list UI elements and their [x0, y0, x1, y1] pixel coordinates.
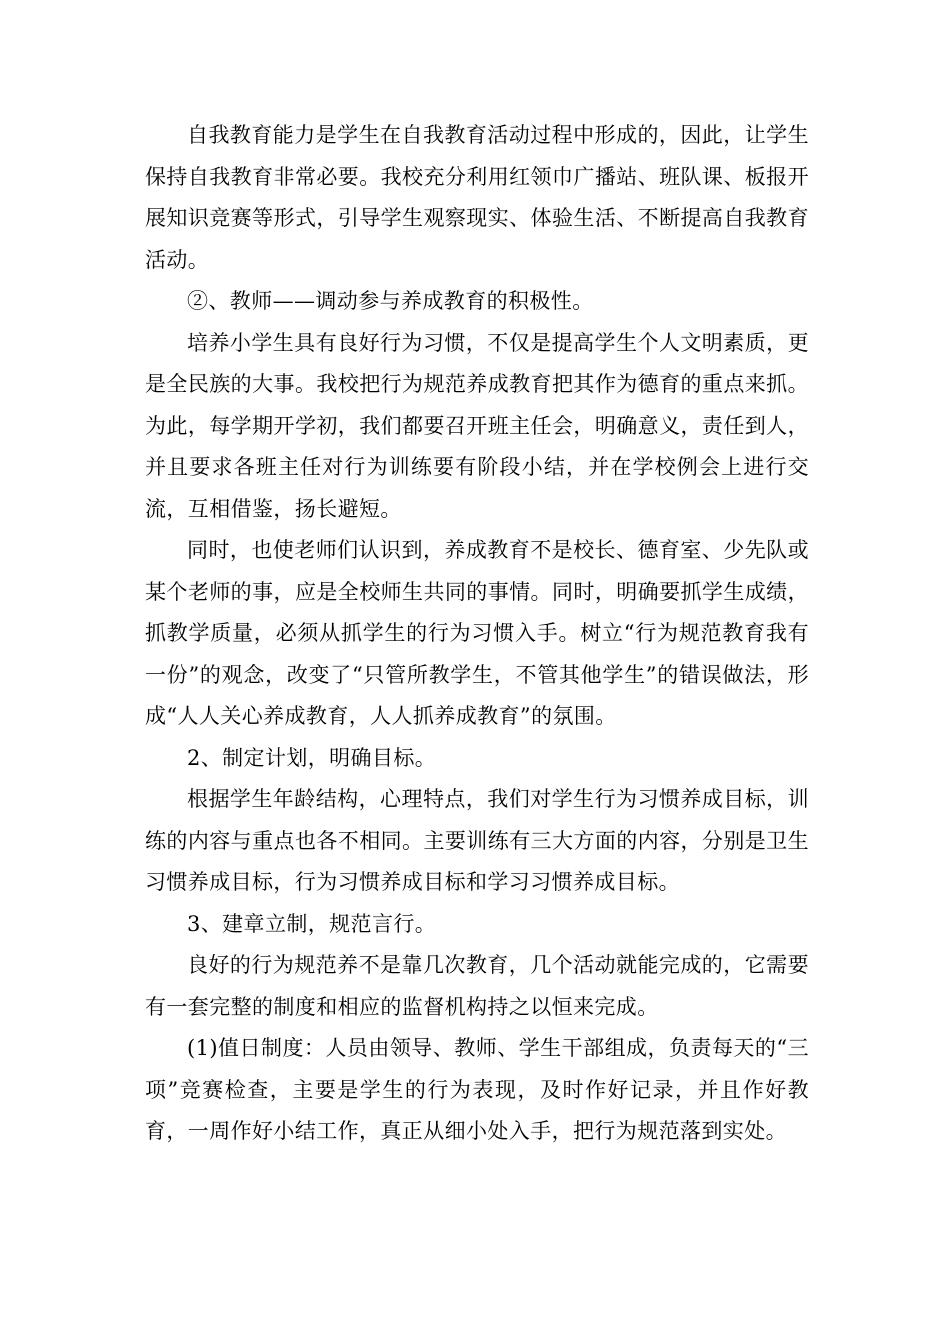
- paragraph-duty-system: (1)值日制度：人员由领导、教师、学生干部组成，负责每天的“三项”竞赛检查，主要是学生的行为表现，及时作好记录，并且作好教育，一周作好小结工作，真正从细小处入手，把行为规范落到实处。: [145, 1036, 809, 1143]
- heading-plan-goals: 2、制定计划，明确目标。: [187, 745, 437, 770]
- paragraph-behavior-norms: 良好的行为规范养不是靠几次教育，几个活动就能完成的，它需要有一套完整的制度和相应的监督机构持之以恒来完成。: [145, 953, 809, 1019]
- heading-rules: 3、建章立制，规范言行。: [187, 911, 437, 936]
- paragraph-good-habits: 培养小学生具有良好行为习惯，不仅是提高学生个人文明素质，更是全民族的大事。我校把行为规范养成教育把其作为德育的重点来抓。为此，每学期开学初，我们都要召开班主任会，明确意义，责任到人，并且要求各班主任对行为训练要有阶段小结，并在学校例会上进行交流，互相借鉴，扬长避短。: [145, 330, 809, 521]
- paragraph-self-education: 自我教育能力是学生在自我教育活动过程中形成的，因此，让学生保持自我教育非常必要。我校充分利用红领巾广播站、班队课、板报开展知识竞赛等形式，引导学生观察现实、体验生活、不断提高自我教育活动。: [145, 123, 809, 272]
- document-body: [145, 115, 809, 1153]
- heading-teachers: ②、教师——调动参与养成教育的积极性。: [187, 289, 594, 313]
- paragraph-age-structure: 根据学生年龄结构，心理特点，我们对学生行为习惯养成目标，训练的内容与重点也各不相同。主要训练有三大方面的内容，分别是卫生习惯养成目标，行为习惯养成目标和学习习惯养成目标。: [145, 787, 809, 894]
- paragraph-teacher-awareness: 同时，也使老师们认识到，养成教育不是校长、德育室、少先队或某个老师的事，应是全校师生共同的事情。同时，明确要抓学生成绩，抓教学质量，必须从抓学生的行为习惯入手。树立“行为规范教育我有一份”的观念，改变了“只管所教学生，不管其他学生”的错误做法，形成“人人关心养成教育，人人抓养成教育”的氛围。: [145, 538, 809, 728]
